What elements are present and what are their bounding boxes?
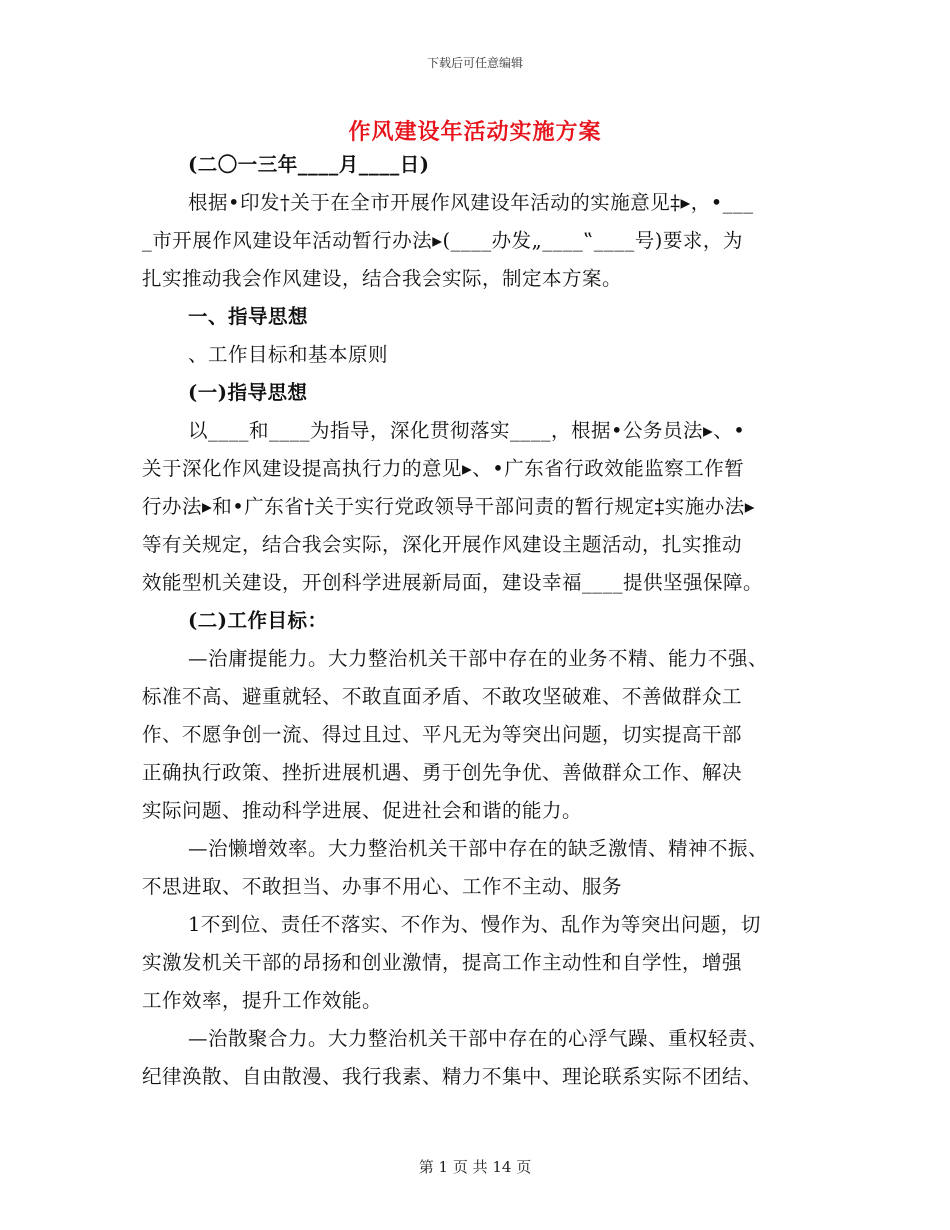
- paragraph-line: 纪律涣散、自由散漫、我行我素、精力不集中、理论联系实际不团结、: [142, 1065, 763, 1088]
- page-number-footer: 第 1 页 共 14 页: [418, 1158, 532, 1176]
- subsection-heading: (二)工作目标：: [188, 609, 328, 632]
- paragraph-line: 1不到位、责任不落实、不作为、慢作为、乱作为等突出问题，切: [188, 913, 761, 936]
- paragraph-line: 实际问题、推动科学进展、促进社会和谐的能力。: [142, 799, 583, 822]
- document-title: 作风建设年活动实施方案: [348, 119, 602, 145]
- paragraph-line: 作、不愿争创一流、得过且过、平凡无为等突出问题，切实提高干部: [142, 723, 743, 746]
- paragraph-line: 行办法▸和•广东省†关于实行党政领导干部问责的暂行规定‡实施办法▸: [142, 495, 756, 518]
- paragraph-line: 扎实推动我会作风建设，结合我会实际，制定本方案。: [142, 267, 623, 290]
- paragraph-line: 工作效率，提升工作效能。: [142, 989, 383, 1012]
- paragraph-line: 根据•印发†关于在全市开展作风建设年活动的实施意见‡▸，•___: [188, 191, 754, 214]
- paragraph-line: —治庸提能力。大力整治机关干部中存在的业务不精、能力不强、: [188, 647, 769, 670]
- paragraph-line: 以____和____为指导，深化贯彻落实____，根据•公务员法▸、•: [188, 419, 746, 442]
- paragraph-line: 、工作目标和基本原则: [188, 343, 389, 366]
- paragraph-line: 正确执行政策、挫折进展机遇、勇于创先争优、善做群众工作、解决: [142, 761, 743, 784]
- paragraph-line: 标准不高、避重就轻、不敢直面矛盾、不敢攻坚破难、不善做群众工: [142, 685, 743, 708]
- section-heading: 一、指导思想: [188, 305, 309, 328]
- subsection-heading: (一)指导思想: [188, 381, 308, 404]
- paragraph-line: —治散聚合力。大力整治机关干部中存在的心浮气躁、重权轻责、: [188, 1027, 769, 1050]
- paragraph-line: 不思进取、不敢担当、办事不用心、工作不主动、服务: [142, 875, 623, 898]
- paragraph-line: 等有关规定，结合我会实际，深化开展作风建设主题活动，扎实推动: [142, 533, 743, 556]
- paragraph-line: _市开展作风建设年活动暂行办法▸(____办发„____‟____号)要求，为: [142, 229, 743, 252]
- paragraph-line: 效能型机关建设，开创科学进展新局面，建设幸福____提供坚强保障。: [142, 571, 764, 594]
- page-header-note: 下载后可任意编辑: [426, 56, 523, 70]
- paragraph-line: 实激发机关干部的昂扬和创业激情，提高工作主动性和自学性，增强: [142, 951, 743, 974]
- paragraph-line: 关于深化作风建设提高执行力的意见▸、•广东省行政效能监察工作暂: [142, 457, 745, 480]
- document-body: [142, 146, 810, 1096]
- date-line: (二〇一三年____月____日): [188, 153, 430, 176]
- paragraph-line: —治懒增效率。大力整治机关干部中存在的缺乏激情、精神不振、: [188, 837, 769, 860]
